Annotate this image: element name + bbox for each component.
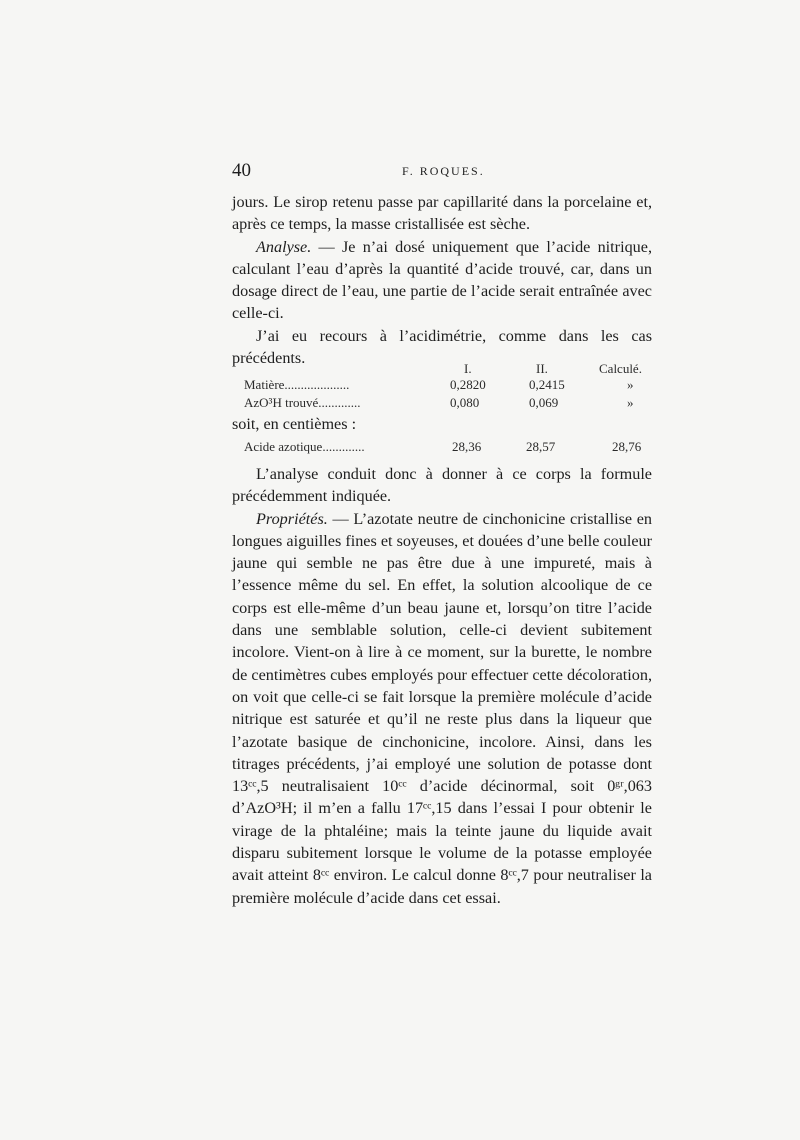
row-value-1: 0,2820 [450, 377, 486, 392]
row-value-1: 28,36 [452, 439, 482, 454]
table-row [244, 377, 654, 395]
section-lead-analyse: Analyse. [256, 237, 312, 256]
row-value-3: » [627, 395, 634, 410]
row-value-1: 0,080 [450, 395, 480, 410]
page-number: 40 [232, 160, 251, 181]
running-head: F. ROQUES. [402, 164, 485, 178]
paragraph-conclusion: L’analyse conduit donc à donner à ce corps la formule précédemment indiquée. [232, 465, 652, 506]
paragraph-continuation: jours. Le sirop retenu passe par capillarité dans la porcelaine et, après ce temps, la masse cristallisée est sèche. [232, 193, 652, 234]
row-value-3: 28,76 [612, 439, 642, 454]
column-header-3: Calculé. [599, 361, 642, 376]
column-header-1: I. [464, 361, 472, 376]
paragraph-proprietes [232, 508, 652, 909]
row-label: Matière.................... [244, 377, 350, 392]
text-block-top [232, 191, 652, 369]
paragraph-proprietes-text: — L’azotate neutre de cinchonicine cristallise en longues aiguilles fines et soyeuses, et douées d’une belle couleur jaune qui semble ne pas être due à une impureté, mais à l’essence même du sel. En effet, la solution alcoolique de ce corps est elle-même d’un beau jaune et, lorsqu’on titre l’acide dans une semblable solution, celle-ci devient subitement incolore. Vient-on à lire à ce moment, sur la burette, le nombre de centimètres cubes employés pour effectuer cette décoloration, on voit que celle-ci se fait lorsque la première molécule d’acide nitrique est saturée et qu’il ne reste plus dans la liqueur que l’azotate basique de cinchonicine, incolore. Ainsi, dans les titrages précédents, j’ai employé une solution de potasse dont 13ᶜᶜ,5 neutralisaient 10ᶜᶜ d’acide décinormal, soit 0ᵍʳ,063 d’AzO³H; il m’en a fallu 17ᶜᶜ,15 dans l’essai I pour obtenir le virage de la phtaléine; mais la teinte jaune du liquide avait disparu subitement lorsque le volume de la potasse employée avait atteint 8ᶜᶜ environ. Le calcul donne 8ᶜᶜ,7 pour neutraliser la première molécule d’acide dans cet essai. [232, 509, 652, 907]
section-lead-proprietes: Propriétés. [256, 509, 328, 528]
paragraph-acidimetrie: J’ai eu recours à l’acidimétrie, comme dans les cas précédents. [232, 326, 652, 368]
table-intro-text: soit, en centièmes : [232, 415, 357, 433]
text-block-bottom [232, 463, 652, 909]
row-label: Acide azotique............. [244, 439, 365, 454]
row-value-3: » [627, 377, 634, 392]
table-row-percent [244, 439, 654, 457]
row-value-2: 28,57 [526, 439, 556, 454]
paragraph-analyse-text: — Je n’ai dosé uniquement que l’acide nitrique, calculant l’eau d’après la quantité d’acide trouvé, car, dans un dosage direct de l’eau, une partie de l’acide serait entraînée avec celle-ci. [232, 237, 652, 323]
page-header [232, 160, 652, 182]
paragraph-analyse [232, 236, 652, 325]
row-value-2: 0,069 [529, 395, 559, 410]
column-header-2: II. [536, 361, 548, 376]
row-value-2: 0,2415 [529, 377, 565, 392]
table-row [244, 395, 654, 413]
row-label: AzO³H trouvé............. [244, 395, 361, 410]
